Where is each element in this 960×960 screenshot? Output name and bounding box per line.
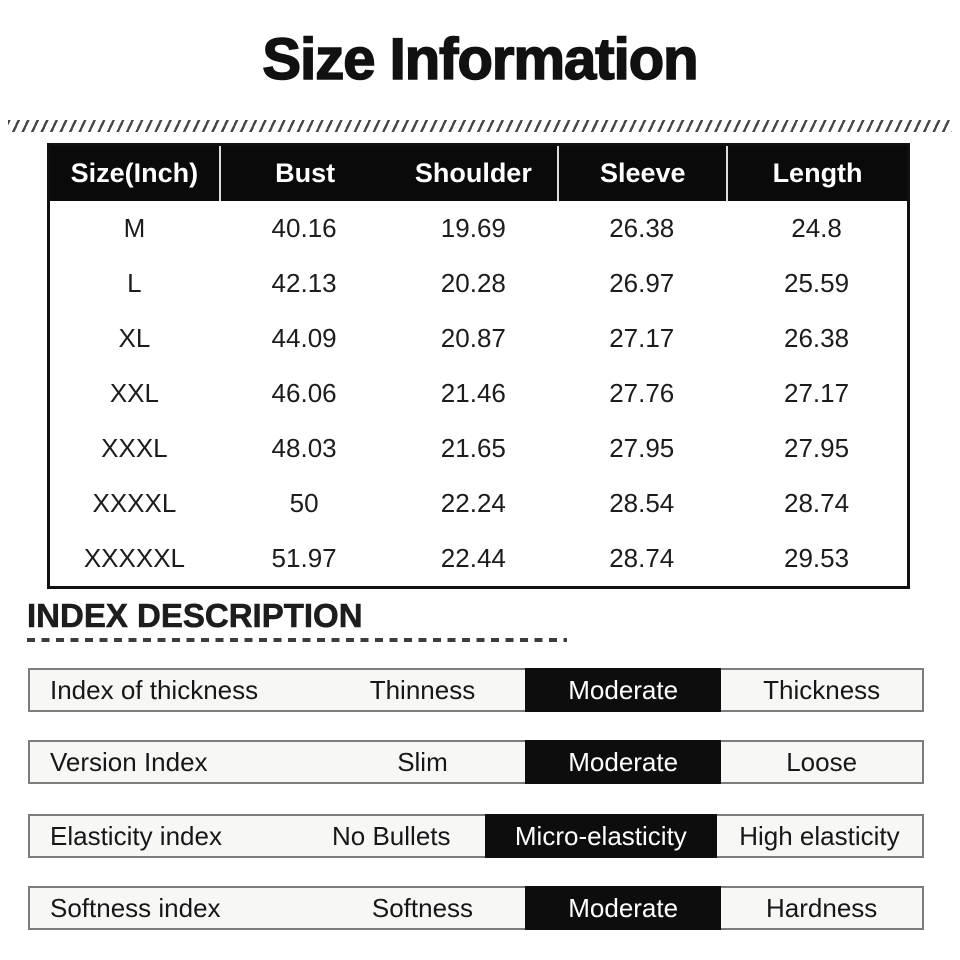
size-value: 50 [219,476,390,531]
size-value: 27.17 [726,366,907,421]
size-row-label: XXXL [50,421,219,476]
size-value: 21.65 [389,421,557,476]
page-title: Size Information [262,27,698,92]
index-row-version [28,740,924,784]
size-value: 20.87 [389,311,557,366]
index-option-high: Loose [786,746,858,777]
size-table [47,143,910,589]
size-value: 20.28 [389,256,557,311]
size-value: 48.03 [219,421,390,476]
size-value: 22.44 [389,531,557,586]
size-value: 27.95 [726,421,907,476]
index-option-low: Softness [371,892,474,923]
index-option-selected: Moderate [525,668,721,712]
index-row-softness [28,886,924,930]
size-value: 26.38 [726,311,907,366]
index-row-label: Index of thickness [50,674,259,705]
size-table-header-length: Length [726,146,907,201]
index-row-label: Version Index [50,746,208,777]
size-value: 25.59 [726,256,907,311]
size-value: 24.8 [726,201,907,256]
index-option-selected: Moderate [525,886,721,930]
size-value: 44.09 [219,311,390,366]
size-table-header-shoulder: Shoulder [389,146,557,201]
size-table-header-size: Size(Inch) [50,146,219,201]
size-value: 40.16 [219,201,390,256]
index-row-thickness [28,668,924,712]
index-option-high: Hardness [766,892,878,923]
size-value: 27.76 [557,366,726,421]
size-value: 21.46 [389,366,557,421]
size-value: 27.95 [557,421,726,476]
size-row-label: XXXXXL [50,531,219,586]
index-row-elasticity [28,814,924,858]
index-option-low: Thinness [369,674,476,705]
size-value: 27.17 [557,311,726,366]
size-value: 29.53 [726,531,907,586]
size-value: 42.13 [219,256,390,311]
index-option-low: Slim [397,746,448,777]
size-row-label: M [50,201,219,256]
size-row-label: XXXXL [50,476,219,531]
size-value: 28.74 [557,531,726,586]
dashed-divider [27,638,567,642]
size-row-label: L [50,256,219,311]
index-option-selected: Moderate [525,740,721,784]
size-table-header-sleeve: Sleeve [557,146,726,201]
size-value: 28.74 [726,476,907,531]
index-option-high: High elasticity [739,820,900,851]
hatch-divider [8,120,952,132]
index-row-label: Softness index [50,892,221,923]
size-value: 19.69 [389,201,557,256]
size-row-label: XL [50,311,219,366]
size-value: 22.24 [389,476,557,531]
index-row-label: Elasticity index [50,820,222,851]
size-table-header-bust: Bust [219,146,390,201]
index-description-heading: INDEX DESCRIPTION [27,597,363,634]
size-value: 28.54 [557,476,726,531]
size-row-label: XXL [50,366,219,421]
size-value: 51.97 [219,531,390,586]
size-value: 46.06 [219,366,390,421]
index-option-selected: Micro-elasticity [485,814,717,858]
size-value: 26.97 [557,256,726,311]
index-option-low: No Bullets [332,820,451,851]
index-option-high: Thickness [763,674,881,705]
size-value: 26.38 [557,201,726,256]
